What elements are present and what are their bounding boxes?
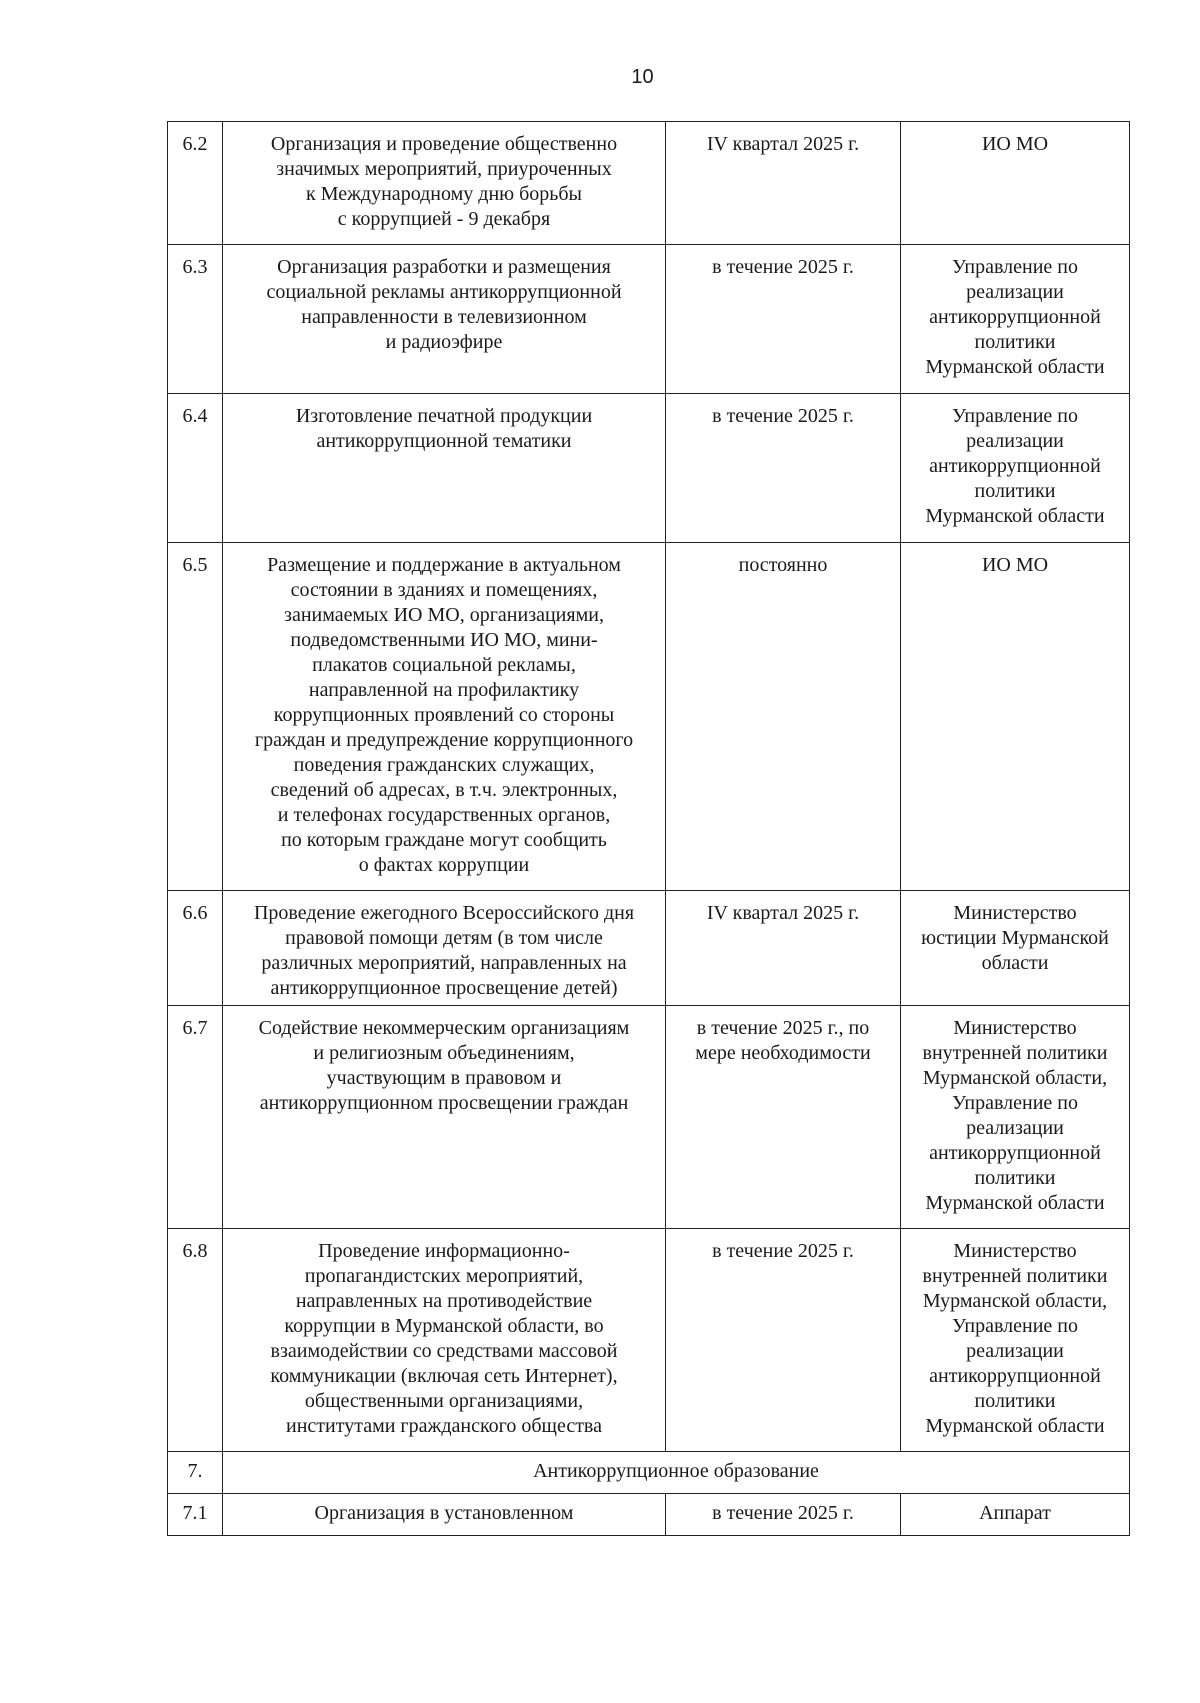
responsible-cell-line: ИО МО (981, 554, 1049, 576)
term-cell (666, 543, 901, 891)
action-cell-line: занимаемых ИО МО, организациями, (284, 604, 604, 626)
action-plan-table (167, 121, 1130, 1536)
action-cell-line: направленности в телевизионном (301, 306, 587, 328)
responsible-cell-line: Мурманской области, (922, 1290, 1108, 1312)
responsible-cell (901, 122, 1130, 245)
action-cell-line: различных мероприятий, направленных на (261, 952, 627, 974)
responsible-cell (901, 394, 1130, 543)
action-cell-line: Размещение и поддержание в актуальном (267, 554, 621, 576)
responsible-cell-line: Мурманской области (925, 356, 1105, 378)
responsible-cell-line: реализации (966, 430, 1064, 452)
term-cell: в течение 2025 г. (666, 1494, 901, 1536)
responsible-cell (901, 543, 1130, 891)
table-row (168, 1229, 1130, 1452)
term-cell-line: мере необходимости (695, 1042, 871, 1064)
action-cell-line: с коррупцией - 9 декабря (337, 208, 551, 230)
action-cell-line: направленных на противодействие (295, 1290, 593, 1312)
action-cell-line: подведомственными ИО МО, мини- (290, 629, 598, 651)
item-number: 6.7 (168, 1006, 223, 1229)
action-cell-line: направленной на профилактику (308, 679, 580, 701)
responsible-cell-line: Мурманской области, (922, 1067, 1108, 1089)
term-cell-line: в течение 2025 г., по (696, 1017, 870, 1039)
responsible-cell-line: реализации (966, 1117, 1064, 1139)
item-number: 6.3 (168, 245, 223, 394)
table-row (168, 1006, 1130, 1229)
item-number: 6.5 (168, 543, 223, 891)
action-cell (223, 891, 666, 1006)
responsible-cell (901, 1229, 1130, 1452)
table-row (168, 543, 1130, 891)
table-row (168, 1494, 1130, 1536)
term-cell-line: IV квартал 2025 г. (706, 902, 860, 924)
responsible-cell-line: Управление по (951, 405, 1078, 427)
table-row (168, 122, 1130, 245)
responsible-cell (901, 891, 1130, 1006)
table-row (168, 891, 1130, 1006)
responsible-cell-line: политики (974, 331, 1056, 353)
action-cell-line: антикоррупционной тематики (316, 430, 572, 452)
action-cell-line: Проведение информационно- (318, 1240, 570, 1262)
responsible-cell-line: политики (974, 1167, 1056, 1189)
responsible-cell: Аппарат (901, 1494, 1130, 1536)
responsible-cell-line: внутренней политики (922, 1042, 1108, 1064)
action-cell (223, 1006, 666, 1229)
action-cell-line: пропагандистских мероприятий, (304, 1265, 584, 1287)
action-cell-line: поведения гражданских служащих, (293, 754, 595, 776)
action-cell-line: плакатов социальной рекламы, (312, 654, 576, 676)
action-cell (223, 1229, 666, 1452)
item-number: 6.4 (168, 394, 223, 543)
action-cell-line: о фактах коррупции (358, 854, 530, 876)
responsible-cell (901, 1006, 1130, 1229)
responsible-cell-line: Министерство (953, 1240, 1077, 1262)
item-number: 7.1 (168, 1494, 223, 1536)
action-cell (223, 245, 666, 394)
action-cell-line: Содействие некоммерческим организациям (258, 1017, 630, 1039)
term-cell (666, 1229, 901, 1452)
term-cell (666, 122, 901, 245)
responsible-cell-line: области (981, 952, 1049, 974)
term-cell-line: IV квартал 2025 г. (706, 133, 860, 155)
action-cell-line: граждан и предупреждение коррупционного (254, 729, 634, 751)
action-cell-line: общественными организациями, (304, 1390, 584, 1412)
responsible-cell-line: реализации (966, 281, 1064, 303)
table-body (168, 122, 1130, 1536)
action-cell-line: Организация и проведение общественно (270, 133, 618, 155)
action-cell-line: коррупции в Мурманской области, во (284, 1315, 604, 1337)
action-cell-line: коммуникации (включая сеть Интернет), (270, 1365, 618, 1387)
table-row (168, 245, 1130, 394)
responsible-cell-line: антикоррупционной (929, 306, 1101, 328)
responsible-cell-line: Мурманской области (925, 505, 1105, 527)
page-number: 10 (631, 66, 654, 88)
responsible-cell-line: антикоррупционной (929, 455, 1101, 477)
action-cell (223, 394, 666, 543)
action-cell-line: сведений об адресах, в т.ч. электронных, (270, 779, 618, 801)
section-number: 7. (168, 1452, 223, 1494)
action-cell-line: и религиозным объединениям, (313, 1042, 575, 1064)
action-cell-line: социальной рекламы антикоррупционной (266, 281, 622, 303)
term-cell-line: постоянно (738, 554, 828, 576)
action-cell-line: коррупционных проявлений со стороны (273, 704, 615, 726)
action-cell-line: значимых мероприятий, приуроченных (276, 158, 612, 180)
action-cell-line: и телефонах государственных органов, (277, 804, 611, 826)
responsible-cell-line: реализации (966, 1340, 1064, 1362)
responsible-cell-line: Управление по (951, 256, 1078, 278)
term-cell-line: в течение 2025 г. (712, 256, 854, 278)
responsible-cell-line: политики (974, 480, 1056, 502)
action-cell-line: Изготовление печатной продукции (295, 405, 593, 427)
item-number: 6.2 (168, 122, 223, 245)
responsible-cell-line: Мурманской области (925, 1192, 1105, 1214)
action-cell-line: к Международному дню борьбы (306, 183, 582, 205)
responsible-cell-line: Министерство (953, 902, 1077, 924)
responsible-cell-line: Управление по (951, 1315, 1078, 1337)
action-cell-line: по которым граждане могут сообщить (281, 829, 607, 851)
action-cell-line: правовой помощи детям (в том числе (285, 927, 603, 949)
action-cell-line: участвующим в правовом и (326, 1067, 562, 1089)
action-cell: Организация в установленном (223, 1494, 666, 1536)
term-cell (666, 245, 901, 394)
action-cell (223, 543, 666, 891)
action-cell-line: Организация разработки и размещения (277, 256, 611, 278)
action-cell-line: и радиоэфире (385, 331, 503, 353)
responsible-cell-line: антикоррупционной (929, 1142, 1101, 1164)
responsible-cell-line: Министерство (953, 1017, 1077, 1039)
responsible-cell-line: внутренней политики (922, 1265, 1108, 1287)
responsible-cell-line: антикоррупционной (929, 1365, 1101, 1387)
section-row (168, 1452, 1130, 1494)
table-row (168, 394, 1130, 543)
action-cell-line: взаимодействии со средствами массовой (270, 1340, 618, 1362)
term-cell-line: в течение 2025 г. (712, 1240, 854, 1262)
section-title: Антикоррупционное образование (223, 1452, 1130, 1494)
action-cell-line: состоянии в зданиях и помещениях, (290, 579, 598, 601)
action-cell-line: антикоррупционное просвещение детей) (270, 977, 618, 999)
responsible-cell-line: Управление по (951, 1092, 1078, 1114)
responsible-cell-line: политики (974, 1390, 1056, 1412)
action-cell-line: институтами гражданского общества (286, 1415, 602, 1437)
action-cell-line: Проведение ежегодного Всероссийского дня (253, 902, 635, 924)
term-cell (666, 1006, 901, 1229)
item-number: 6.6 (168, 891, 223, 1006)
action-cell-line: антикоррупционном просвещении граждан (259, 1092, 629, 1114)
term-cell (666, 891, 901, 1006)
responsible-cell-line: юстиции Мурманской (921, 927, 1109, 949)
responsible-cell-line: Мурманской области (925, 1415, 1105, 1437)
term-cell (666, 394, 901, 543)
item-number: 6.8 (168, 1229, 223, 1452)
term-cell-line: в течение 2025 г. (712, 405, 854, 427)
responsible-cell-line: ИО МО (981, 133, 1049, 155)
responsible-cell (901, 245, 1130, 394)
action-cell (223, 122, 666, 245)
